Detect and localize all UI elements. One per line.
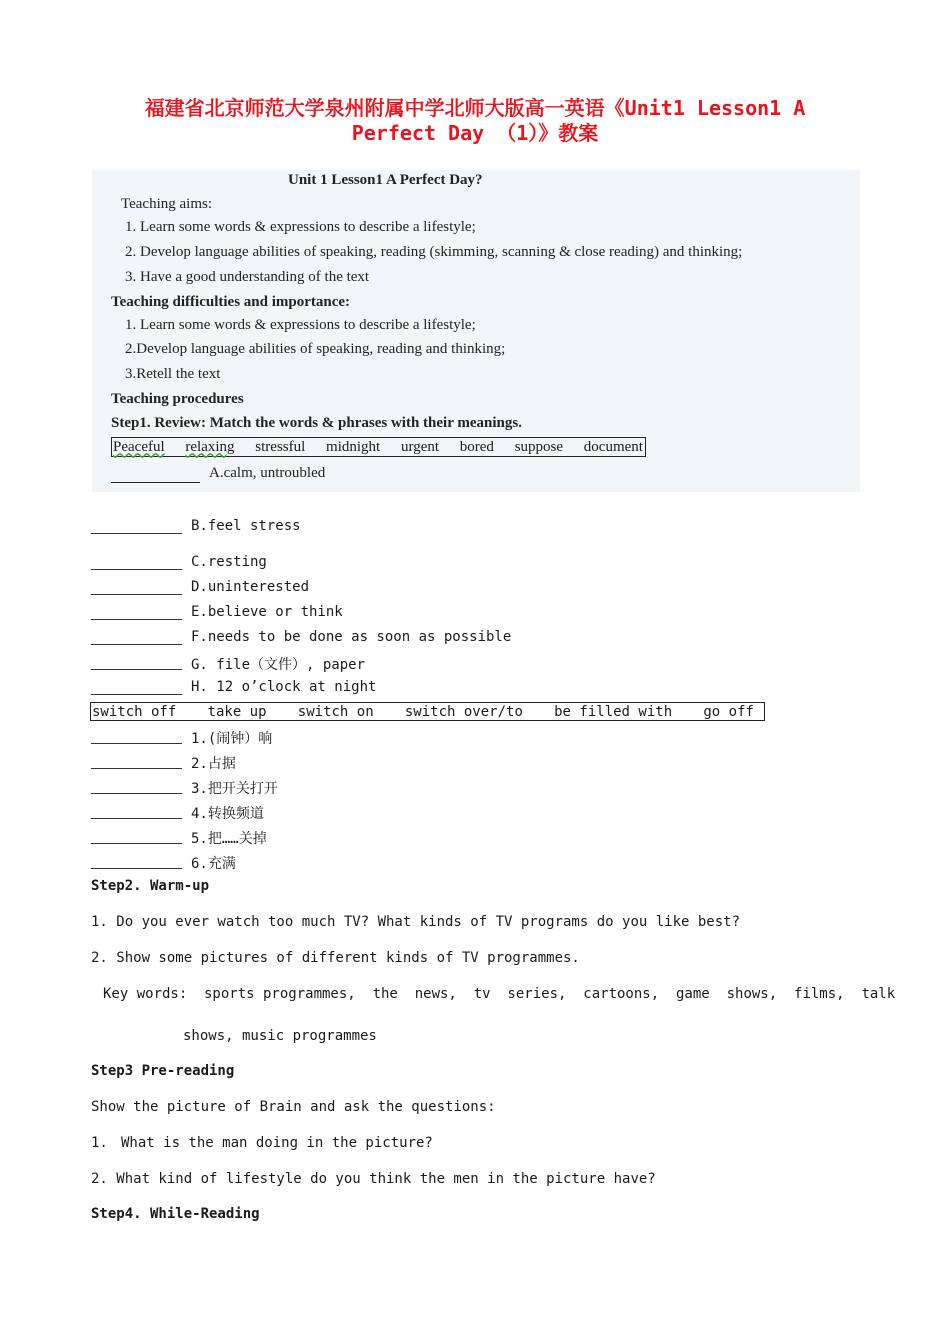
- phrase-meaning: 4.转换频道: [191, 806, 264, 822]
- warmup-question: 2. Show some pictures of different kinds of TV programmes.: [91, 950, 580, 966]
- title-line-2: Perfect Day （1）》教案: [351, 121, 599, 145]
- prereading-question: What is the man doing in the picture?: [121, 1135, 433, 1151]
- prereading-question-number: 1.: [91, 1135, 108, 1151]
- aim-item: 2. Develop language abilities of speaking, reading (skimming, scanning & close reading) and thinking;: [125, 244, 743, 260]
- phrase-item: take up: [207, 703, 267, 720]
- step3-heading: Step3 Pre-reading: [91, 1063, 235, 1079]
- answer-blank[interactable]: [91, 569, 182, 570]
- vocab-word: Peaceful: [113, 438, 165, 455]
- step4-heading: Step4. While-Reading: [91, 1206, 260, 1222]
- definition-item: D.uninterested: [191, 579, 310, 595]
- prereading-question: 2. What kind of lifestyle do you think the men in the picture have?: [91, 1171, 656, 1187]
- phrase-item: be filled with: [554, 703, 673, 720]
- answer-blank[interactable]: [91, 619, 182, 620]
- definition-item: C.resting: [191, 554, 267, 570]
- document-title: [90, 96, 860, 146]
- aim-item: 1. Learn some words & expressions to describe a lifestyle;: [125, 219, 476, 235]
- phrase-box: [90, 702, 765, 721]
- phrase-meaning: 1.(闹钟）响: [191, 731, 273, 747]
- step2-heading: Step2. Warm-up: [91, 878, 210, 894]
- answer-blank[interactable]: [91, 843, 182, 844]
- answer-blank[interactable]: [111, 482, 200, 483]
- answer-blank[interactable]: [91, 768, 182, 769]
- definition-item: A.calm, untroubled: [209, 465, 326, 481]
- answer-blank[interactable]: [91, 694, 182, 695]
- aims-label: Teaching aims:: [121, 196, 213, 212]
- phrase-meaning: 2.占据: [191, 756, 236, 772]
- definition-item: E.believe or think: [191, 604, 343, 620]
- phrase-meaning: 6.充满: [191, 856, 236, 872]
- answer-blank[interactable]: [91, 818, 182, 819]
- definition-item: G. file（文件）, paper: [191, 657, 366, 673]
- phrase-item: go off: [703, 703, 754, 720]
- answer-blank[interactable]: [91, 594, 182, 595]
- phrase-item: switch over/to: [404, 703, 523, 720]
- answer-blank[interactable]: [91, 669, 182, 670]
- phrase-meaning: 5.把……关掉: [191, 831, 267, 847]
- key-words-line: shows, music programmes: [183, 1028, 377, 1044]
- difficulty-item: 1. Learn some words & expressions to describe a lifestyle;: [125, 317, 476, 333]
- difficulty-item: 2.Develop language abilities of speaking, reading and thinking;: [125, 341, 506, 357]
- answer-blank[interactable]: [91, 533, 182, 534]
- definition-item: B.feel stress: [191, 518, 301, 534]
- vocab-word: stressful: [255, 438, 306, 455]
- vocab-word-box: [111, 437, 646, 457]
- warmup-question: 1. Do you ever watch too much TV? What kinds of TV programs do you like best?: [91, 914, 741, 930]
- phrase-meaning: 3.把开关打开: [191, 781, 278, 797]
- vocab-word: bored: [459, 438, 494, 455]
- difficulties-label: Teaching difficulties and importance:: [111, 294, 351, 310]
- difficulty-item: 3.Retell the text: [125, 366, 221, 382]
- aim-item: 3. Have a good understanding of the text: [125, 269, 370, 285]
- vocab-word: midnight: [326, 438, 381, 455]
- phrase-item: switch on: [297, 703, 374, 720]
- answer-blank[interactable]: [91, 743, 182, 744]
- step1-heading: Step1. Review: Match the words & phrases with their meanings.: [111, 415, 522, 431]
- vocab-word: relaxing: [185, 438, 235, 455]
- key-words-label: Key words:: [103, 986, 188, 1002]
- vocab-word: urgent: [400, 438, 440, 455]
- answer-blank[interactable]: [91, 793, 182, 794]
- phrase-item: switch off: [92, 703, 177, 720]
- definition-item: H. 12 o’clock at night: [191, 679, 377, 695]
- vocab-word: suppose: [514, 438, 564, 455]
- definition-item: F.needs to be done as soon as possible: [191, 629, 512, 645]
- prereading-intro: Show the picture of Brain and ask the questions:: [91, 1099, 496, 1115]
- procedures-label: Teaching procedures: [111, 391, 244, 407]
- key-words-line: [204, 986, 896, 1002]
- vocab-word: document: [583, 438, 643, 455]
- lesson-heading: Unit 1 Lesson1 A Perfect Day?: [288, 172, 483, 188]
- answer-blank[interactable]: [91, 644, 182, 645]
- answer-blank[interactable]: [91, 868, 182, 869]
- key-words-text: sports programmes, the news, tv series, cartoons, game shows, films, talk: [204, 986, 896, 1002]
- title-line-1: 福建省北京师范大学泉州附属中学北师大版高一英语《Unit1 Lesson1 A: [144, 96, 806, 120]
